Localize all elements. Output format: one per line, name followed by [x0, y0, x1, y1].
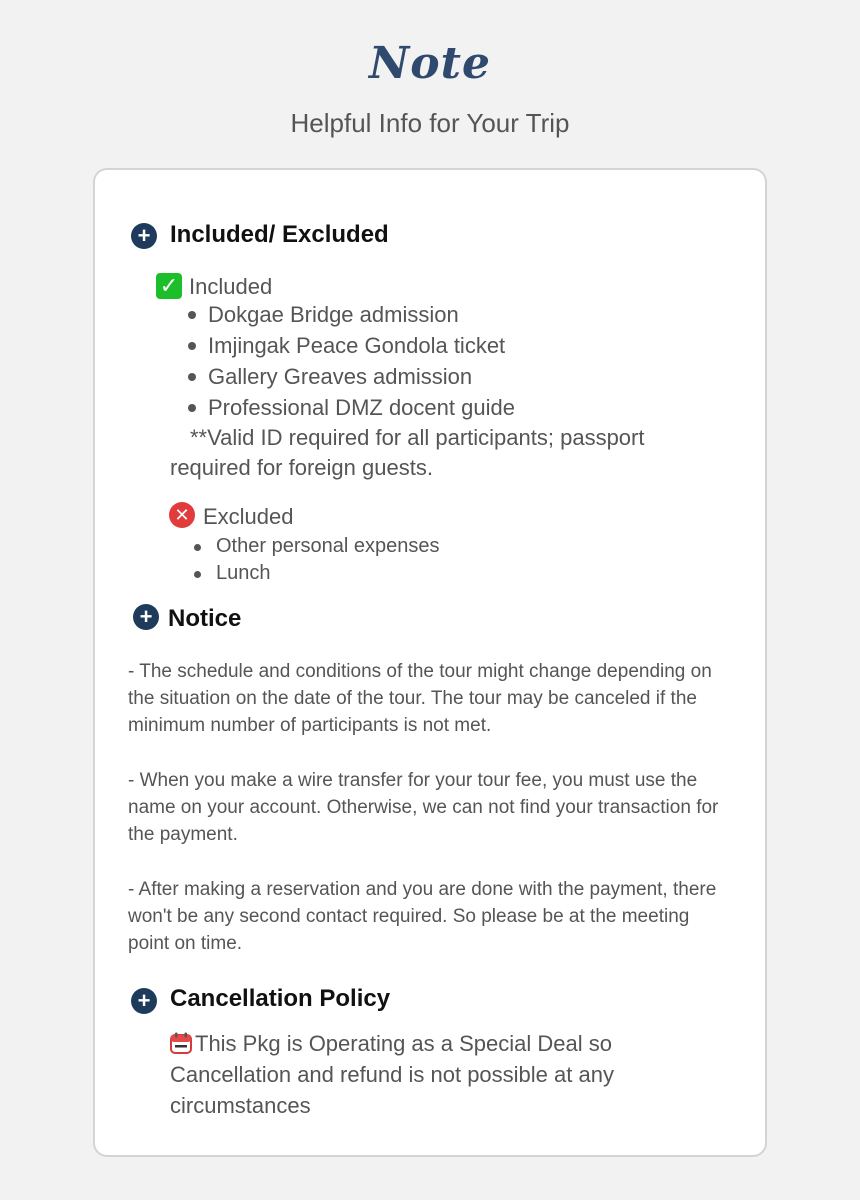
list-item: Other personal expenses [216, 533, 439, 560]
excluded-list [216, 533, 439, 587]
plus-circle-icon[interactable]: + [131, 223, 157, 249]
list-item: Imjingak Peace Gondola ticket [208, 330, 515, 361]
id-note-line1: **Valid ID required for all participants; passport [190, 425, 645, 450]
included-label: Included [189, 274, 273, 299]
plus-circle-icon[interactable]: + [131, 988, 157, 1014]
cancellation-text-block [170, 1028, 670, 1121]
list-item: Gallery Greaves admission [208, 361, 515, 392]
section-title-cancellation: Cancellation Policy [170, 985, 391, 1012]
section-title-included-excluded: Included/ Excluded [170, 221, 389, 248]
cancellation-text: This Pkg is Operating as a Special Deal so Cancellation and refund is not possible at any circumstances [170, 1031, 614, 1118]
section-title-notice: Notice [168, 605, 242, 632]
check-box-icon: ✓ [156, 273, 182, 299]
notice-paragraph: - After making a reservation and you are done with the payment, there won't be any second contact required. So please be at the meeting point on time. [128, 879, 717, 954]
notice-paragraph: - The schedule and conditions of the tour might change depending on the situation on the date of the tour. The tour may be canceled if the minimum number of participants is not met. [128, 661, 712, 736]
excluded-label: Excluded [203, 504, 294, 529]
id-note-line2: required for foreign guests. [170, 455, 433, 480]
page-subtitle: Helpful Info for Your Trip [290, 108, 570, 138]
plus-circle-icon[interactable]: + [133, 604, 159, 630]
list-item: Lunch [216, 560, 439, 587]
page-title: Note [369, 38, 491, 89]
included-list [208, 299, 515, 423]
list-item: Dokgae Bridge admission [208, 299, 515, 330]
list-item: Professional DMZ docent guide [208, 392, 515, 423]
cross-circle-icon: ✕ [169, 502, 195, 528]
notice-paragraph: - When you make a wire transfer for your tour fee, you must use the name on your account. Otherwise, we can not find your transaction for the payment. [128, 770, 719, 845]
calendar-icon [170, 1032, 192, 1054]
info-card [93, 168, 767, 1157]
